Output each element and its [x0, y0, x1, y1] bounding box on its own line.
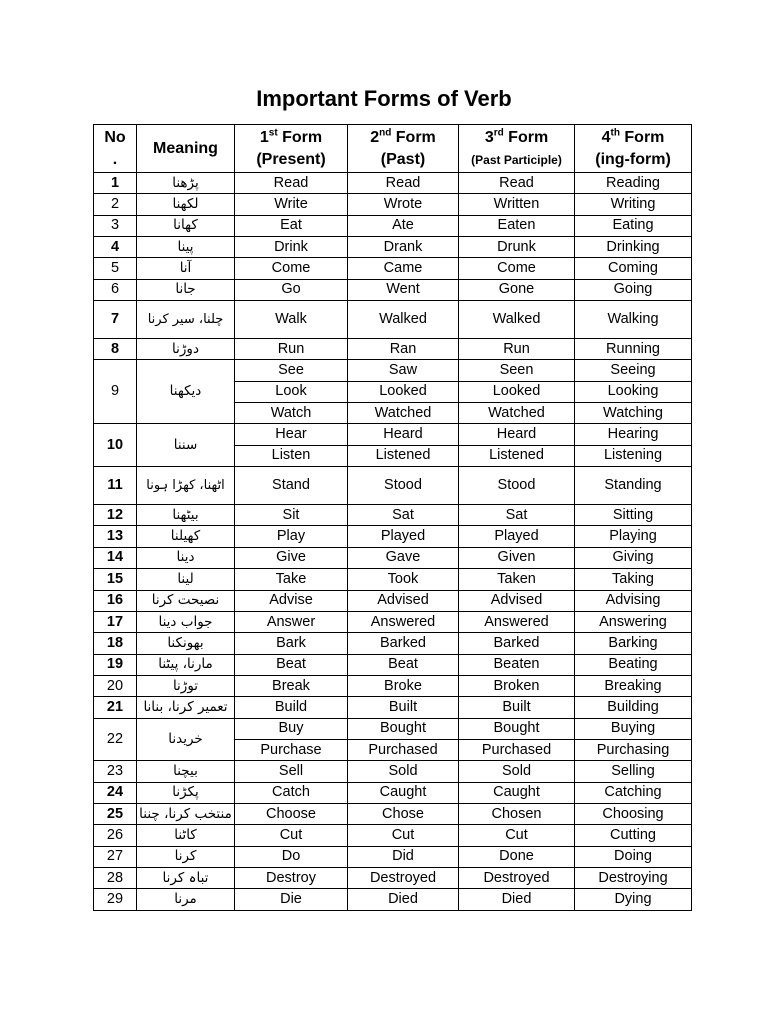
- row-number: 1: [94, 173, 137, 194]
- meaning-cell: کرنا: [137, 846, 235, 867]
- second-form-cell: Heard: [348, 424, 459, 445]
- first-form-cell: Advise: [235, 590, 348, 611]
- fourth-form-cell: Hearing: [575, 424, 692, 445]
- third-form-cell: Read: [459, 173, 575, 194]
- first-form-cell: Watch: [235, 403, 348, 424]
- table-row: [94, 467, 692, 505]
- second-form-cell: Broke: [348, 675, 459, 696]
- meaning-cell: جواب دینا: [137, 611, 235, 632]
- meaning-cell: مارنا، پیٹنا: [137, 654, 235, 675]
- third-form-cell: Looked: [459, 381, 575, 402]
- fourth-form-cell: Running: [575, 339, 692, 360]
- third-form-cell: Died: [459, 889, 575, 910]
- table-row: [94, 194, 692, 215]
- table-row: [94, 675, 692, 696]
- second-form-cell: Took: [348, 569, 459, 590]
- third-form-cell: Gone: [459, 279, 575, 300]
- second-form-cell: Gave: [348, 547, 459, 568]
- row-number: 26: [94, 825, 137, 846]
- row-number: 4: [94, 237, 137, 258]
- first-form-cell: Read: [235, 173, 348, 194]
- meaning-cell: کھانا: [137, 215, 235, 236]
- third-form-cell: Advised: [459, 590, 575, 611]
- fourth-form-cell: Giving: [575, 547, 692, 568]
- header-no: No .: [94, 125, 137, 173]
- third-form-cell: Played: [459, 526, 575, 547]
- table-row: [94, 889, 692, 910]
- table-row: [94, 697, 692, 718]
- first-form-cell: Sell: [235, 761, 348, 782]
- meaning-cell: خریدنا: [137, 718, 235, 761]
- third-form-cell: Sat: [459, 505, 575, 526]
- third-form-cell: Written: [459, 194, 575, 215]
- fourth-form-cell: Reading: [575, 173, 692, 194]
- row-number: 29: [94, 889, 137, 910]
- first-form-cell: Go: [235, 279, 348, 300]
- third-form-cell: Stood: [459, 467, 575, 505]
- fourth-form-cell: Selling: [575, 761, 692, 782]
- row-number: 16: [94, 590, 137, 611]
- row-number: 22: [94, 718, 137, 761]
- meaning-cell: مرنا: [137, 889, 235, 910]
- first-form-cell: Answer: [235, 611, 348, 632]
- table-row: [94, 803, 692, 824]
- row-number: 11: [94, 467, 137, 505]
- table-row: [94, 526, 692, 547]
- page-title: Important Forms of Verb: [256, 86, 512, 111]
- fourth-form-cell: Coming: [575, 258, 692, 279]
- fourth-form-cell: Cutting: [575, 825, 692, 846]
- row-number: 2: [94, 194, 137, 215]
- fourth-form-cell: Choosing: [575, 803, 692, 824]
- fourth-form-cell: Dying: [575, 889, 692, 910]
- fourth-form-cell: Sitting: [575, 505, 692, 526]
- second-form-cell: Did: [348, 846, 459, 867]
- second-form-cell: Stood: [348, 467, 459, 505]
- meaning-cell: دوڑنا: [137, 339, 235, 360]
- first-form-cell: Break: [235, 675, 348, 696]
- meaning-cell: پینا: [137, 237, 235, 258]
- first-form-cell: Give: [235, 547, 348, 568]
- table-row: [94, 782, 692, 803]
- table-header: [94, 125, 692, 173]
- second-form-cell: Watched: [348, 403, 459, 424]
- table-row: [94, 633, 692, 654]
- third-form-cell: Come: [459, 258, 575, 279]
- first-form-cell: Hear: [235, 424, 348, 445]
- second-form-cell: Sat: [348, 505, 459, 526]
- table-row: [94, 505, 692, 526]
- fourth-form-cell: Building: [575, 697, 692, 718]
- meaning-cell: کھیلنا: [137, 526, 235, 547]
- second-form-cell: Looked: [348, 381, 459, 402]
- row-number: 7: [94, 301, 137, 339]
- verb-forms-table: [93, 124, 692, 911]
- meaning-cell: بھونکنا: [137, 633, 235, 654]
- meaning-cell: اٹھنا، کھڑا ہونا: [137, 467, 235, 505]
- header-second-form: 2nd Form (Past): [348, 125, 459, 173]
- fourth-form-cell: Walking: [575, 301, 692, 339]
- fourth-form-cell: Watching: [575, 403, 692, 424]
- third-form-cell: Broken: [459, 675, 575, 696]
- first-form-cell: Bark: [235, 633, 348, 654]
- table-row: [94, 846, 692, 867]
- meaning-cell: لینا: [137, 569, 235, 590]
- first-form-cell: See: [235, 360, 348, 381]
- fourth-form-cell: Breaking: [575, 675, 692, 696]
- third-form-cell: Caught: [459, 782, 575, 803]
- first-form-cell: Stand: [235, 467, 348, 505]
- row-number: 24: [94, 782, 137, 803]
- fourth-form-cell: Purchasing: [575, 739, 692, 760]
- meaning-cell: سننا: [137, 424, 235, 467]
- fourth-form-cell: Playing: [575, 526, 692, 547]
- row-number: 28: [94, 867, 137, 888]
- second-form-cell: Ran: [348, 339, 459, 360]
- header-meaning: Meaning: [137, 125, 235, 173]
- third-form-cell: Purchased: [459, 739, 575, 760]
- row-number: 12: [94, 505, 137, 526]
- third-form-cell: Bought: [459, 718, 575, 739]
- fourth-form-cell: Eating: [575, 215, 692, 236]
- third-form-cell: Taken: [459, 569, 575, 590]
- second-form-cell: Beat: [348, 654, 459, 675]
- table-row: [94, 611, 692, 632]
- fourth-form-cell: Destroying: [575, 867, 692, 888]
- second-form-cell: Listened: [348, 445, 459, 466]
- second-form-cell: Died: [348, 889, 459, 910]
- meaning-cell: تباہ کرنا: [137, 867, 235, 888]
- table-row: [94, 547, 692, 568]
- second-form-cell: Chose: [348, 803, 459, 824]
- fourth-form-cell: Looking: [575, 381, 692, 402]
- fourth-form-cell: Listening: [575, 445, 692, 466]
- meaning-cell: تعمیر کرنا، بنانا: [137, 697, 235, 718]
- meaning-cell: جانا: [137, 279, 235, 300]
- meaning-cell: دیکھنا: [137, 360, 235, 424]
- fourth-form-cell: Seeing: [575, 360, 692, 381]
- fourth-form-cell: Barking: [575, 633, 692, 654]
- first-form-cell: Play: [235, 526, 348, 547]
- second-form-cell: Wrote: [348, 194, 459, 215]
- second-form-cell: Bought: [348, 718, 459, 739]
- first-form-cell: Listen: [235, 445, 348, 466]
- third-form-cell: Done: [459, 846, 575, 867]
- row-number: 6: [94, 279, 137, 300]
- first-form-cell: Cut: [235, 825, 348, 846]
- table-body: [94, 173, 692, 911]
- second-form-cell: Drank: [348, 237, 459, 258]
- meaning-cell: دینا: [137, 547, 235, 568]
- first-form-cell: Choose: [235, 803, 348, 824]
- meaning-cell: پکڑنا: [137, 782, 235, 803]
- third-form-cell: Drunk: [459, 237, 575, 258]
- first-form-cell: Build: [235, 697, 348, 718]
- third-form-cell: Barked: [459, 633, 575, 654]
- meaning-cell: بیچنا: [137, 761, 235, 782]
- table-row: [94, 173, 692, 194]
- second-form-cell: Came: [348, 258, 459, 279]
- first-form-cell: Beat: [235, 654, 348, 675]
- third-form-cell: Watched: [459, 403, 575, 424]
- row-number: 25: [94, 803, 137, 824]
- fourth-form-cell: Taking: [575, 569, 692, 590]
- third-form-cell: Walked: [459, 301, 575, 339]
- third-form-cell: Built: [459, 697, 575, 718]
- third-form-cell: Heard: [459, 424, 575, 445]
- third-form-cell: Run: [459, 339, 575, 360]
- second-form-cell: Sold: [348, 761, 459, 782]
- second-form-cell: Built: [348, 697, 459, 718]
- row-number: 9: [94, 360, 137, 424]
- row-number: 3: [94, 215, 137, 236]
- table-row: [94, 301, 692, 339]
- row-number: 19: [94, 654, 137, 675]
- header-first-form: 1st Form (Present): [235, 125, 348, 173]
- third-form-cell: Cut: [459, 825, 575, 846]
- third-form-cell: Sold: [459, 761, 575, 782]
- second-form-cell: Barked: [348, 633, 459, 654]
- table-row: [94, 761, 692, 782]
- third-form-cell: Chosen: [459, 803, 575, 824]
- meaning-cell: توڑنا: [137, 675, 235, 696]
- third-form-cell: Given: [459, 547, 575, 568]
- row-number: 13: [94, 526, 137, 547]
- row-number: 5: [94, 258, 137, 279]
- first-form-cell: Take: [235, 569, 348, 590]
- meaning-cell: پڑھنا: [137, 173, 235, 194]
- first-form-cell: Buy: [235, 718, 348, 739]
- first-form-cell: Purchase: [235, 739, 348, 760]
- row-number: 21: [94, 697, 137, 718]
- row-number: 18: [94, 633, 137, 654]
- row-number: 8: [94, 339, 137, 360]
- fourth-form-cell: Drinking: [575, 237, 692, 258]
- row-number: 15: [94, 569, 137, 590]
- third-form-cell: Beaten: [459, 654, 575, 675]
- first-form-cell: Come: [235, 258, 348, 279]
- table-row: [94, 424, 692, 445]
- second-form-cell: Destroyed: [348, 867, 459, 888]
- table-row: [94, 339, 692, 360]
- table-row: [94, 360, 692, 381]
- table-row: [94, 569, 692, 590]
- header-third-form: 3rd Form (Past Participle): [459, 125, 575, 173]
- meaning-cell: چلنا، سیر کرنا: [137, 301, 235, 339]
- fourth-form-cell: Doing: [575, 846, 692, 867]
- meaning-cell: آنا: [137, 258, 235, 279]
- meaning-cell: بیٹھنا: [137, 505, 235, 526]
- second-form-cell: Advised: [348, 590, 459, 611]
- first-form-cell: Destroy: [235, 867, 348, 888]
- table-row: [94, 867, 692, 888]
- row-number: 10: [94, 424, 137, 467]
- second-form-cell: Ate: [348, 215, 459, 236]
- second-form-cell: Answered: [348, 611, 459, 632]
- row-number: 27: [94, 846, 137, 867]
- second-form-cell: Read: [348, 173, 459, 194]
- second-form-cell: Played: [348, 526, 459, 547]
- row-number: 20: [94, 675, 137, 696]
- first-form-cell: Eat: [235, 215, 348, 236]
- third-form-cell: Eaten: [459, 215, 575, 236]
- second-form-cell: Cut: [348, 825, 459, 846]
- table-row: [94, 215, 692, 236]
- header-fourth-form: 4th Form (ing-form): [575, 125, 692, 173]
- table-row: [94, 258, 692, 279]
- meaning-cell: منتخب کرنا، چننا: [137, 803, 235, 824]
- third-form-cell: Seen: [459, 360, 575, 381]
- second-form-cell: Saw: [348, 360, 459, 381]
- fourth-form-cell: Beating: [575, 654, 692, 675]
- fourth-form-cell: Catching: [575, 782, 692, 803]
- second-form-cell: Walked: [348, 301, 459, 339]
- table-row: [94, 654, 692, 675]
- first-form-cell: Sit: [235, 505, 348, 526]
- first-form-cell: Write: [235, 194, 348, 215]
- third-form-cell: Destroyed: [459, 867, 575, 888]
- fourth-form-cell: Standing: [575, 467, 692, 505]
- table-row: [94, 718, 692, 739]
- fourth-form-cell: Buying: [575, 718, 692, 739]
- fourth-form-cell: Advising: [575, 590, 692, 611]
- first-form-cell: Run: [235, 339, 348, 360]
- table-row: [94, 590, 692, 611]
- table-row: [94, 237, 692, 258]
- meaning-cell: کاٹنا: [137, 825, 235, 846]
- first-form-cell: Walk: [235, 301, 348, 339]
- row-number: 14: [94, 547, 137, 568]
- first-form-cell: Do: [235, 846, 348, 867]
- fourth-form-cell: Going: [575, 279, 692, 300]
- third-form-cell: Listened: [459, 445, 575, 466]
- row-number: 17: [94, 611, 137, 632]
- meaning-cell: لکھنا: [137, 194, 235, 215]
- first-form-cell: Catch: [235, 782, 348, 803]
- table-row: [94, 279, 692, 300]
- second-form-cell: Caught: [348, 782, 459, 803]
- third-form-cell: Answered: [459, 611, 575, 632]
- second-form-cell: Went: [348, 279, 459, 300]
- first-form-cell: Drink: [235, 237, 348, 258]
- first-form-cell: Die: [235, 889, 348, 910]
- first-form-cell: Look: [235, 381, 348, 402]
- meaning-cell: نصیحت کرنا: [137, 590, 235, 611]
- table-row: [94, 825, 692, 846]
- fourth-form-cell: Writing: [575, 194, 692, 215]
- row-number: 23: [94, 761, 137, 782]
- fourth-form-cell: Answering: [575, 611, 692, 632]
- second-form-cell: Purchased: [348, 739, 459, 760]
